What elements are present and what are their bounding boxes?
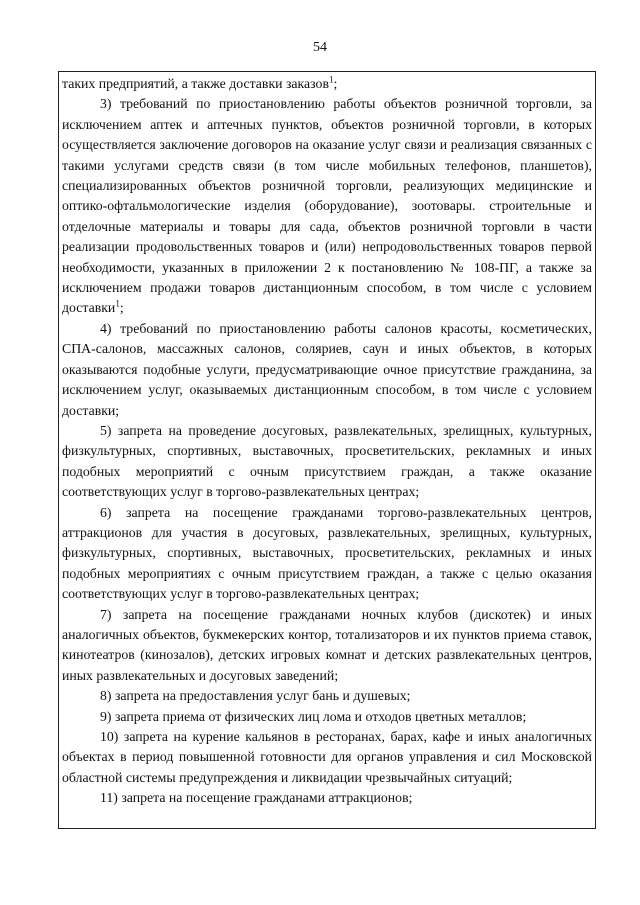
paragraph-item-11: 11) запрета на посещение гражданами аттракционов; <box>100 790 413 806</box>
paragraph-continuation <box>62 74 592 94</box>
paragraph-item-7: 7) запрета на посещение гражданами ночных клубов (дискотек) и иных аналогичных объектов, букмекерских контор, тотализаторов и их пунктов приема ставок, кинотеатров (кинозалов), детских игровых комнат и детских развлекательных центров, иных развлекательных и досуговых заведений; <box>62 606 592 683</box>
paragraph-tail: ; <box>333 76 338 91</box>
footnote-mark: 1 <box>115 298 120 309</box>
paragraph-item-4: 4) требований по приостановлению работы салонов красоты, косметических, СПА-салонов, массажных салонов, соляриев, саун и иных объектов, в которых оказываются подобные услуги, предусматривающие очное присутствие гражданина, за исключением услуг, оказываемых дистанционным способом, в том числе с условием доставки; <box>62 320 592 418</box>
page-number: 54 <box>313 40 327 55</box>
paragraph-item-6: 6) запрета на посещение гражданами торгово-развлекательных центров, аттракционов для участия в досуговых, развлекательных, зрелищных, культурных, физкультурных, спортивных, выставочных, просветительских, рекламных и иных подобных мероприятиях с очным присутствием граждан, а также с целью оказания соответствующих услуг в торгово-развлекательных центрах; <box>62 504 592 602</box>
paragraph-tail: ; <box>119 300 124 316</box>
paragraph-item-9: 9) запрета приема от физических лиц лома и отходов цветных металлов; <box>100 708 527 724</box>
paragraph-item-3 <box>62 94 592 318</box>
footnote-mark: 1 <box>328 74 334 85</box>
paragraph-text: 3) требований по приостановлению работы объектов розничной торговли, за исключением аптек и аптечных пунктов, объектов розничной торговли, в которых осуществляется заключение договоров на оказание услуг связи и реализация связанных с такими услугами средств связи (в том числе мобильных телефонов, планшетов), специализированных объектов розничной торговли, реализующих медицинские и оптико-офтальмологические изделия (оборудование), зоотовары. строительные и отделочные материалы и товары для сада, объектов розничной торговли в части реализации продовольственных товаров и (или) непродовольственных товаров первой необходимости, указанных в приложении 2 к постановлению № 108-ПГ, а также за исключением продажи товаров дистанционным способом, в том числе с условием доставки <box>62 96 592 316</box>
paragraph-item-10: 10) запрета на курение кальянов в ресторанах, барах, кафе и иных аналогичных объектах в период повышенной готовности для органов управления и сил Московской областной системы предупреждения и ликвидации чрезвычайных ситуаций; <box>62 729 592 785</box>
paragraph-item-8: 8) запрета на предоставления услуг бань и душевых; <box>100 688 411 704</box>
document-body <box>62 74 592 809</box>
paragraph-item-5: 5) запрета на проведение досуговых, развлекательных, зрелищных, культурных, физкультурных, спортивных, выставочных, просветительских, рекламных и иных подобных мероприятий с очным присутствием граждан, а также оказание соответствующих услуг в торгово-развлекательных центрах; <box>62 422 592 500</box>
paragraph-text: таких предприятий, а также доставки заказов <box>62 76 329 91</box>
